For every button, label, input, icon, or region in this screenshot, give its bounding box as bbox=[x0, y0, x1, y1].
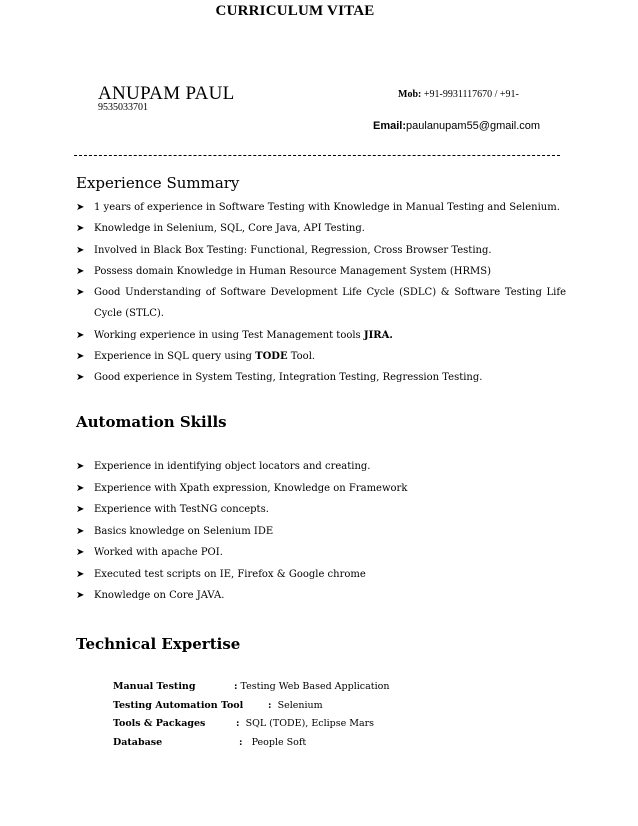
mobile-label: Mob: bbox=[398, 89, 422, 100]
email-label: Email: bbox=[373, 120, 407, 132]
automation-skills-heading: Automation Skills bbox=[76, 413, 227, 431]
automation-skills-list bbox=[76, 456, 566, 607]
list-item bbox=[76, 346, 566, 367]
arrow-bullet-icon: ➤ bbox=[76, 351, 85, 363]
mobile-number bbox=[398, 89, 519, 100]
list-item-text: Experience with Xpath expression, Knowledge on Framework bbox=[94, 482, 408, 494]
list-item-text: Involved in Black Box Testing: Functional, Regression, Cross Browser Testing. bbox=[94, 244, 492, 256]
experience-summary-list bbox=[76, 197, 566, 389]
arrow-bullet-icon: ➤ bbox=[76, 244, 85, 256]
technical-expertise-table bbox=[113, 678, 533, 752]
experience-summary-heading: Experience Summary bbox=[76, 174, 240, 192]
expertise-row bbox=[113, 697, 533, 716]
arrow-bullet-icon: ➤ bbox=[76, 482, 85, 494]
list-item bbox=[76, 542, 566, 564]
list-item bbox=[76, 521, 566, 543]
list-item-text: Good experience in System Testing, Integration Testing, Regression Testing. bbox=[94, 372, 483, 384]
list-item-text: 1 years of experience in Software Testing with Knowledge in Manual Testing and Selenium. bbox=[94, 202, 560, 213]
list-item bbox=[76, 240, 566, 261]
expertise-value-text: People Soft bbox=[251, 736, 307, 748]
arrow-bullet-icon: ➤ bbox=[76, 568, 85, 580]
list-item-text: Basics knowledge on Selenium IDE bbox=[94, 525, 274, 537]
candidate-name: ANUPAM PAUL bbox=[98, 83, 235, 104]
list-item bbox=[76, 218, 566, 239]
list-item-bold-text: TODE bbox=[255, 351, 288, 363]
technical-expertise-heading: Technical Expertise bbox=[76, 635, 241, 653]
arrow-bullet-icon: ➤ bbox=[76, 223, 85, 235]
arrow-bullet-icon: ➤ bbox=[76, 265, 85, 277]
arrow-bullet-icon: ➤ bbox=[76, 461, 85, 472]
list-item bbox=[76, 564, 566, 586]
mobile-value-continued: 9535033701 bbox=[98, 102, 148, 113]
list-item bbox=[76, 499, 566, 521]
arrow-bullet-icon: ➤ bbox=[76, 329, 85, 341]
header-divider bbox=[74, 155, 560, 156]
arrow-bullet-icon: ➤ bbox=[76, 525, 85, 537]
list-item bbox=[76, 478, 566, 500]
list-item-text: Knowledge in Selenium, SQL, Core Java, API Testing. bbox=[94, 223, 365, 235]
list-item-text: Worked with apache POI. bbox=[94, 547, 223, 558]
list-item bbox=[76, 282, 566, 325]
arrow-bullet-icon: ➤ bbox=[76, 504, 85, 515]
list-item bbox=[76, 197, 566, 218]
expertise-value: : Selenium bbox=[268, 699, 323, 711]
expertise-value: : SQL (TODE), Eclipse Mars bbox=[236, 718, 375, 729]
arrow-bullet-icon: ➤ bbox=[76, 547, 85, 558]
expertise-key: Database bbox=[113, 736, 163, 748]
email-value: paulanupam55@gmail.com bbox=[406, 120, 541, 132]
expertise-row bbox=[113, 678, 533, 697]
list-item-text: Executed test scripts on IE, Firefox & Google chrome bbox=[94, 568, 366, 580]
list-item-text: Knowledge on Core JAVA. bbox=[94, 590, 225, 601]
expertise-key: Testing Automation Tool bbox=[113, 699, 244, 711]
arrow-bullet-icon: ➤ bbox=[76, 372, 85, 384]
list-item-text: Good Understanding of Software Development Life Cycle (SDLC) & Software Testing Life Cycle (STLC). bbox=[94, 287, 566, 320]
expertise-value-text: Testing Web Based Application bbox=[240, 681, 390, 692]
list-item-text: Experience in identifying object locators and creating. bbox=[94, 461, 371, 472]
expertise-key: Tools & Packages bbox=[113, 718, 206, 729]
arrow-bullet-icon: ➤ bbox=[76, 202, 85, 213]
mobile-value: +91-9931117670 / +91- bbox=[423, 89, 519, 100]
list-item bbox=[76, 261, 566, 282]
email bbox=[373, 120, 540, 132]
arrow-bullet-icon: ➤ bbox=[76, 287, 85, 299]
expertise-key: Manual Testing bbox=[113, 681, 196, 692]
list-item-bold-text: JIRA. bbox=[363, 329, 393, 341]
list-item bbox=[76, 585, 566, 607]
arrow-bullet-icon: ➤ bbox=[76, 590, 85, 601]
list-item-text: Experience in SQL query using bbox=[94, 351, 256, 363]
list-item bbox=[76, 367, 566, 388]
expertise-value-text: Selenium bbox=[277, 699, 323, 711]
list-item-text: Possess domain Knowledge in Human Resource Management System (HRMS) bbox=[94, 265, 492, 277]
document-title: CURRICULUM VITAE bbox=[215, 3, 375, 19]
list-item-text: Experience with TestNG concepts. bbox=[94, 504, 269, 515]
list-item bbox=[76, 325, 566, 346]
expertise-row bbox=[113, 734, 533, 753]
list-item bbox=[76, 456, 566, 478]
list-item-text-tail: Tool. bbox=[287, 351, 316, 363]
expertise-value: : Testing Web Based Application bbox=[234, 681, 390, 692]
expertise-row bbox=[113, 715, 533, 734]
list-item-text: Working experience in using Test Management tools bbox=[94, 329, 364, 341]
expertise-value-text: SQL (TODE), Eclipse Mars bbox=[245, 718, 375, 729]
expertise-value: : People Soft bbox=[239, 736, 307, 748]
